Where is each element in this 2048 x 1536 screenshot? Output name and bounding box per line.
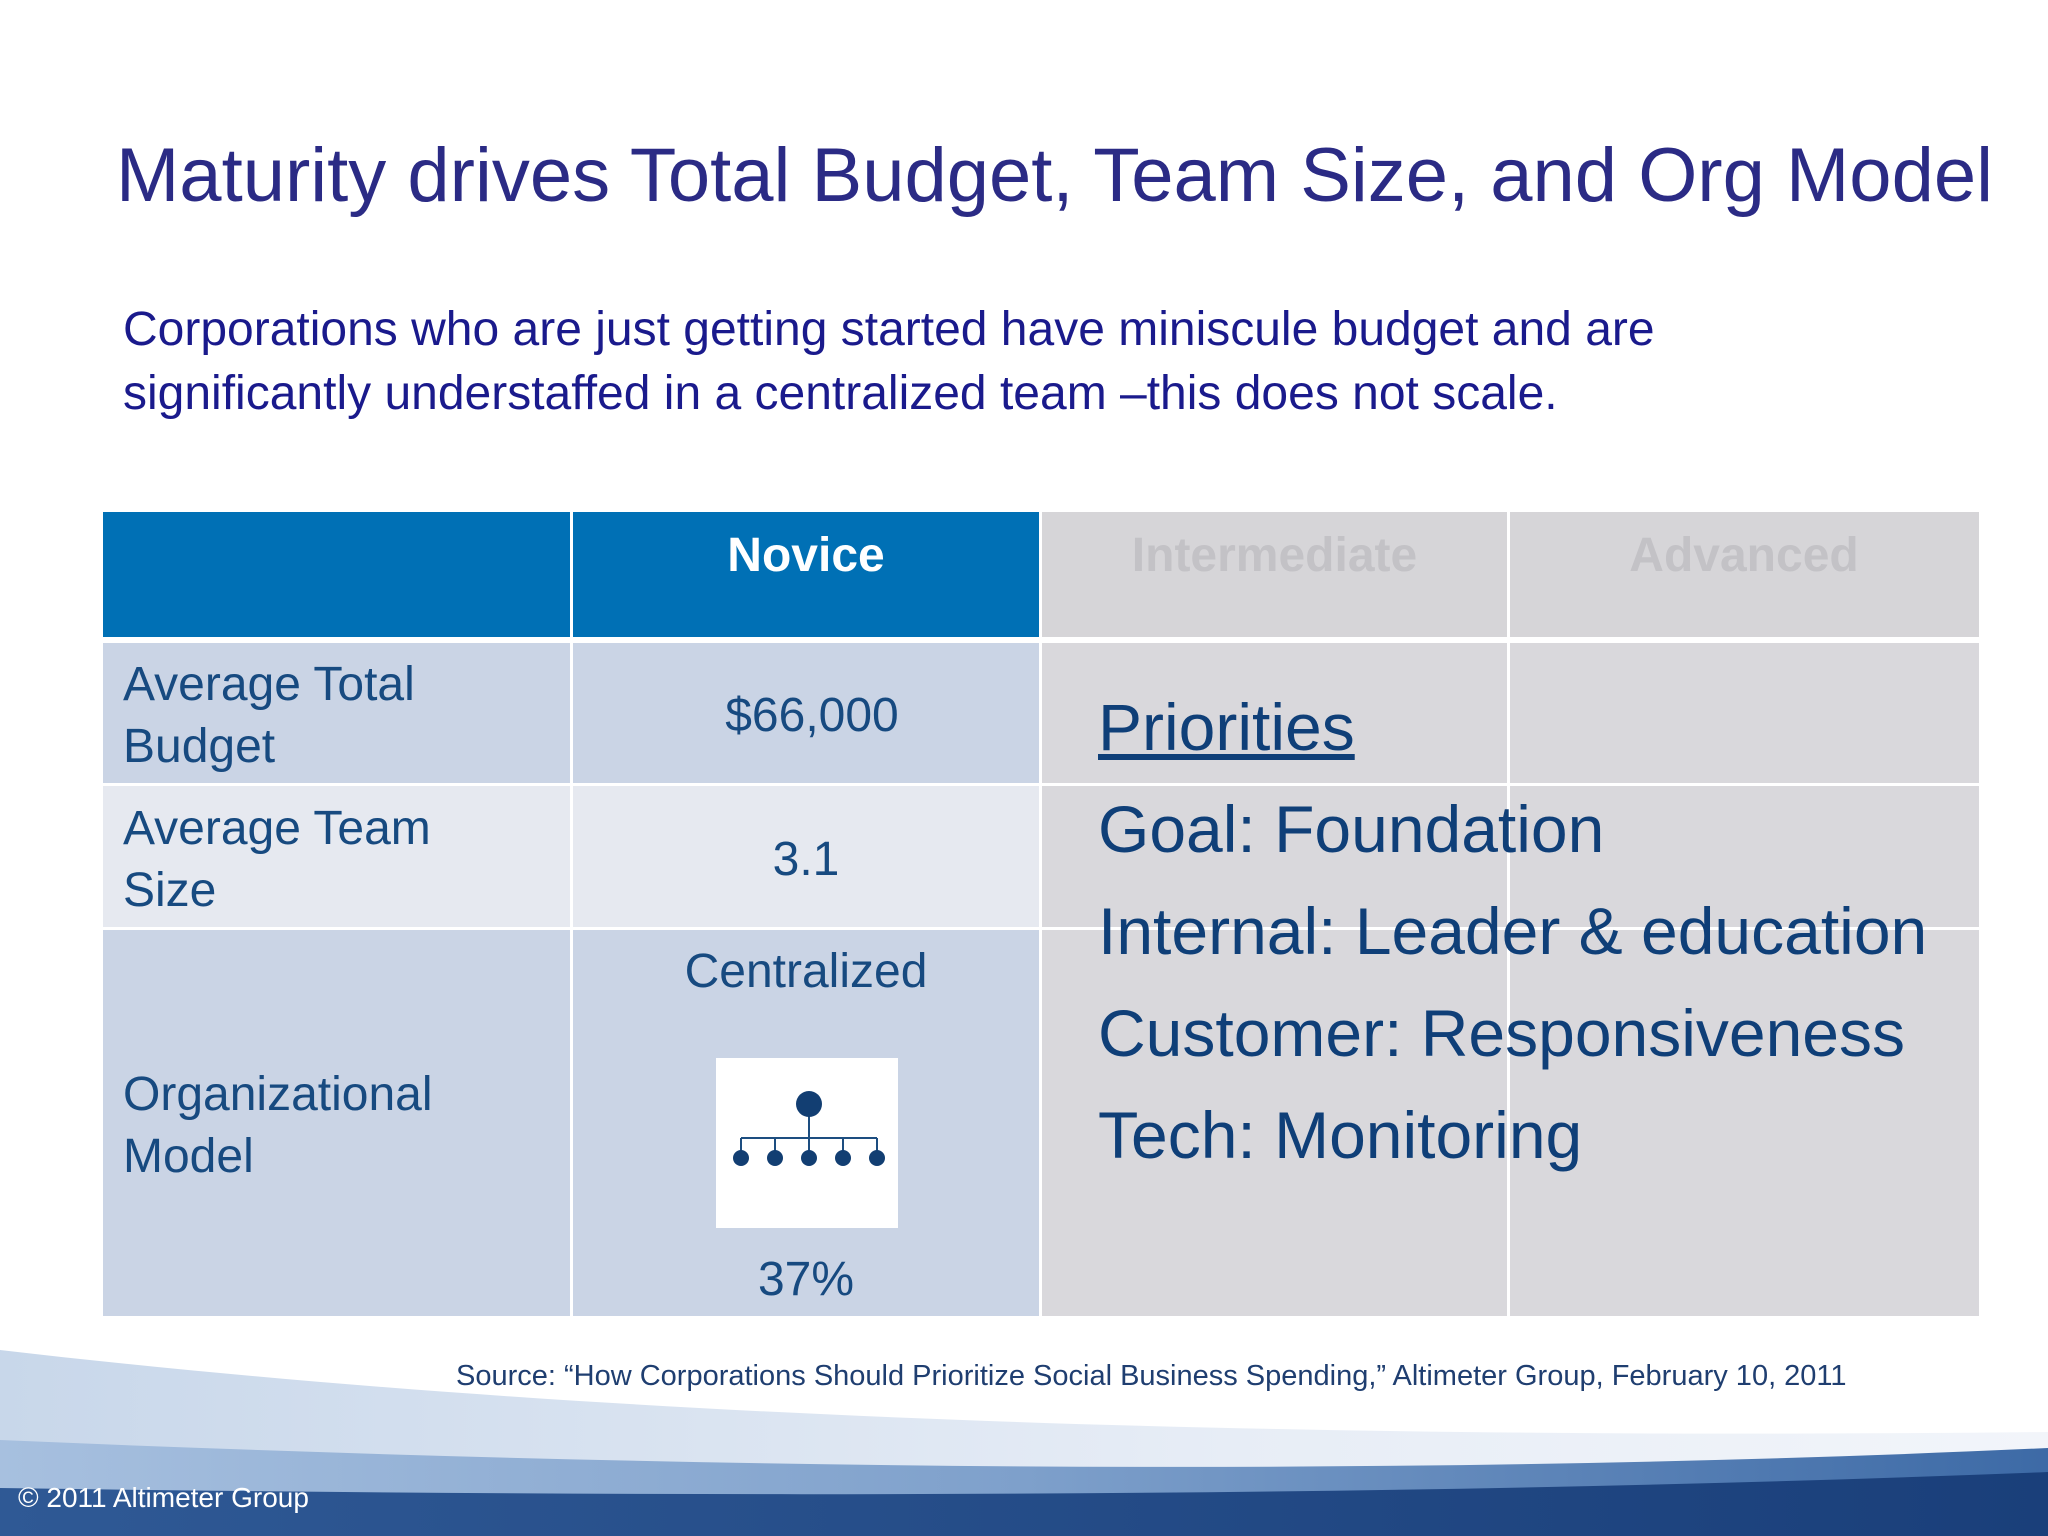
header-intermediate: Intermediate	[1131, 529, 1418, 582]
novice-team-size-value: 3.1	[772, 833, 840, 886]
row-label-team-size: Average Team Size	[123, 802, 431, 917]
novice-budget-value: $66,000	[725, 689, 899, 742]
grid-line	[103, 637, 1979, 643]
row-label-org-model: Organizational Model	[123, 1068, 433, 1183]
priority-item-tech: Tech: Monitoring	[1098, 1098, 1583, 1172]
header-cell-empty	[103, 512, 572, 637]
centralized-org-chart-icon	[716, 1058, 898, 1228]
priorities-box	[1098, 676, 1927, 1186]
novice-org-model-percent: 37%	[757, 1253, 855, 1306]
header-novice: Novice	[727, 529, 885, 582]
subtitle-line-1: Corporations who are just getting started have miniscule budget and are	[123, 303, 1655, 356]
source-citation: Source: “How Corporations Should Prioritize Social Business Spending,” Altimeter Group, February 10, 2011	[456, 1360, 1847, 1392]
header-cell-advanced	[1509, 512, 1979, 637]
grid-line	[570, 512, 573, 1316]
row-label-budget: Average Total Budget	[123, 658, 415, 773]
priority-item-goal: Goal: Foundation	[1098, 792, 1605, 866]
subtitle-line-2: significantly understaffed in a centralized team –this does not scale.	[123, 367, 1558, 420]
grid-line	[1039, 512, 1042, 1316]
header-cell-novice	[572, 512, 1040, 637]
priorities-heading: Priorities	[1098, 690, 1355, 764]
priority-item-customer: Customer: Responsiveness	[1098, 996, 1906, 1070]
slide-title: Maturity drives Total Budget, Team Size, and Org Model	[116, 133, 1993, 218]
priority-item-internal: Internal: Leader & education	[1098, 894, 1928, 968]
header-advanced: Advanced	[1629, 529, 1859, 582]
header-cell-intermediate	[1040, 512, 1509, 637]
copyright-text: © 2011 Altimeter Group	[18, 1482, 309, 1513]
novice-org-model-value: Centralized	[684, 945, 928, 998]
slide-subtitle	[123, 298, 1923, 426]
